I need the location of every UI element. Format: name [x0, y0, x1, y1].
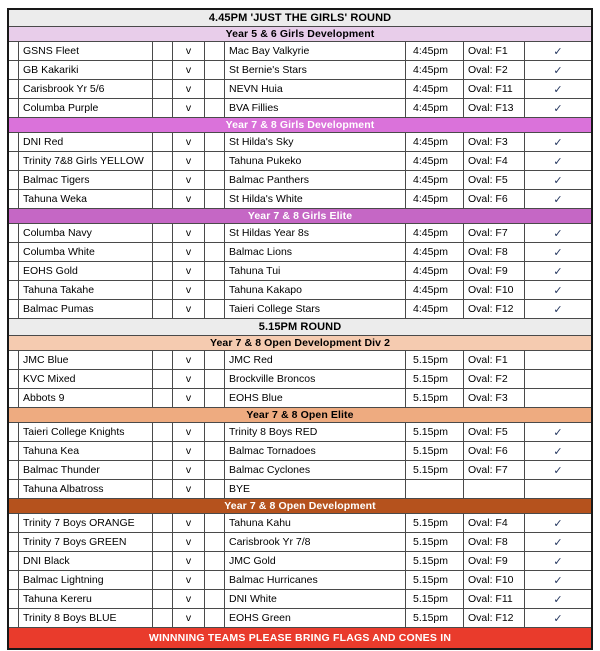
time-cell: 5.15pm [406, 351, 464, 369]
check-cell [525, 609, 591, 627]
oval-cell: Oval: F2 [464, 61, 525, 79]
time-cell: 4:45pm [406, 171, 464, 189]
spacer-cell [205, 99, 225, 117]
row-margin-cell [9, 590, 19, 608]
oval-cell: Oval: F6 [464, 442, 525, 460]
versus-cell: v [173, 461, 205, 479]
time-cell: 4:45pm [406, 190, 464, 208]
oval-cell: Oval: F3 [464, 133, 525, 151]
versus-cell: v [173, 171, 205, 189]
versus-cell: v [173, 442, 205, 460]
spacer-cell [153, 300, 173, 318]
check-cell [525, 243, 591, 261]
check-icon: ✓ [553, 593, 563, 606]
section-header-row: Year 7 & 8 Open Elite [9, 408, 591, 423]
spacer-cell [153, 171, 173, 189]
spacer-cell [205, 171, 225, 189]
oval-cell: Oval: F8 [464, 243, 525, 261]
time-cell: 4:45pm [406, 61, 464, 79]
home-team-cell: Tahuna Kereru [19, 590, 153, 608]
oval-cell: Oval: F9 [464, 262, 525, 280]
oval-cell: Oval: F7 [464, 224, 525, 242]
home-team-cell: Tahuna Takahe [19, 281, 153, 299]
spacer-cell [153, 243, 173, 261]
versus-cell: v [173, 152, 205, 170]
row-margin-cell [9, 461, 19, 479]
spacer-cell [153, 61, 173, 79]
match-row [9, 133, 591, 152]
spacer-cell [205, 61, 225, 79]
versus-cell: v [173, 262, 205, 280]
spacer-cell [205, 389, 225, 407]
check-cell [525, 552, 591, 570]
section-header-row: Year 7 & 8 Girls Development [9, 118, 591, 133]
spacer-cell [205, 514, 225, 532]
versus-cell: v [173, 281, 205, 299]
spacer-cell [153, 514, 173, 532]
check-icon: ✓ [553, 174, 563, 187]
spacer-cell [205, 533, 225, 551]
fixture-table [7, 8, 593, 650]
home-team-cell: Trinity 7&8 Girls YELLOW [19, 152, 153, 170]
versus-cell: v [173, 99, 205, 117]
time-cell: 4:45pm [406, 42, 464, 60]
row-margin-cell [9, 389, 19, 407]
match-row [9, 80, 591, 99]
match-row [9, 533, 591, 552]
oval-cell: Oval: F12 [464, 300, 525, 318]
row-margin-cell [9, 80, 19, 98]
spacer-cell [205, 442, 225, 460]
match-row [9, 152, 591, 171]
time-cell: 5.15pm [406, 533, 464, 551]
row-margin-cell [9, 423, 19, 441]
oval-cell: Oval: F1 [464, 351, 525, 369]
check-cell [525, 42, 591, 60]
home-team-cell: GSNS Fleet [19, 42, 153, 60]
home-team-cell: JMC Blue [19, 351, 153, 369]
check-cell [525, 442, 591, 460]
check-cell [525, 99, 591, 117]
spacer-cell [153, 281, 173, 299]
check-cell [525, 514, 591, 532]
match-row [9, 423, 591, 442]
home-team-cell: KVC Mixed [19, 370, 153, 388]
oval-cell: Oval: F1 [464, 42, 525, 60]
check-icon: ✓ [553, 426, 563, 439]
away-team-cell: St Bernie's Stars [225, 61, 406, 79]
away-team-cell: Balmac Lions [225, 243, 406, 261]
away-team-cell: EOHS Blue [225, 389, 406, 407]
away-team-cell: Mac Bay Valkyrie [225, 42, 406, 60]
spacer-cell [205, 190, 225, 208]
time-cell: 5.15pm [406, 423, 464, 441]
check-cell [525, 80, 591, 98]
row-margin-cell [9, 370, 19, 388]
oval-cell: Oval: F6 [464, 190, 525, 208]
check-icon: ✓ [553, 464, 563, 477]
check-cell [525, 300, 591, 318]
match-row [9, 190, 591, 209]
check-cell [525, 370, 591, 388]
oval-cell: Oval: F10 [464, 281, 525, 299]
banner-row: WINNNING TEAMS PLEASE BRING FLAGS AND CONES IN [9, 628, 591, 648]
versus-cell: v [173, 609, 205, 627]
section-header-row: Year 7 & 8 Girls Elite [9, 209, 591, 224]
versus-cell: v [173, 243, 205, 261]
home-team-cell: Carisbrook Yr 5/6 [19, 80, 153, 98]
time-cell: 5.15pm [406, 571, 464, 589]
match-row [9, 571, 591, 590]
row-margin-cell [9, 190, 19, 208]
check-icon: ✓ [553, 284, 563, 297]
check-cell [525, 152, 591, 170]
check-icon: ✓ [553, 536, 563, 549]
spacer-cell [205, 590, 225, 608]
oval-cell [464, 480, 525, 498]
spacer-cell [153, 42, 173, 60]
spacer-cell [153, 133, 173, 151]
home-team-cell: Tahuna Kea [19, 442, 153, 460]
check-icon: ✓ [553, 265, 563, 278]
oval-cell: Oval: F2 [464, 370, 525, 388]
oval-cell: Oval: F5 [464, 171, 525, 189]
row-margin-cell [9, 514, 19, 532]
home-team-cell: GB Kakariki [19, 61, 153, 79]
row-margin-cell [9, 152, 19, 170]
check-cell [525, 571, 591, 589]
away-team-cell: DNI White [225, 590, 406, 608]
match-row [9, 480, 591, 499]
row-margin-cell [9, 42, 19, 60]
check-icon: ✓ [553, 246, 563, 259]
oval-cell: Oval: F7 [464, 461, 525, 479]
spacer-cell [153, 99, 173, 117]
away-team-cell: Taieri College Stars [225, 300, 406, 318]
away-team-cell: Trinity 8 Boys RED [225, 423, 406, 441]
time-cell: 5.15pm [406, 442, 464, 460]
row-margin-cell [9, 442, 19, 460]
away-team-cell: St Hilda's White [225, 190, 406, 208]
time-cell: 5.15pm [406, 370, 464, 388]
spacer-cell [205, 423, 225, 441]
row-margin-cell [9, 552, 19, 570]
home-team-cell: Tahuna Weka [19, 190, 153, 208]
versus-cell: v [173, 61, 205, 79]
check-cell [525, 224, 591, 242]
home-team-cell: DNI Black [19, 552, 153, 570]
away-team-cell: BYE [225, 480, 406, 498]
home-team-cell: Columba White [19, 243, 153, 261]
spacer-cell [153, 190, 173, 208]
spacer-cell [153, 461, 173, 479]
match-row [9, 243, 591, 262]
match-row [9, 590, 591, 609]
check-icon: ✓ [553, 64, 563, 77]
time-cell: 5.15pm [406, 552, 464, 570]
oval-cell: Oval: F8 [464, 533, 525, 551]
check-icon: ✓ [553, 83, 563, 96]
versus-cell: v [173, 590, 205, 608]
spacer-cell [153, 152, 173, 170]
home-team-cell: EOHS Gold [19, 262, 153, 280]
away-team-cell: Carisbrook Yr 7/8 [225, 533, 406, 551]
home-team-cell: Abbots 9 [19, 389, 153, 407]
check-cell [525, 61, 591, 79]
check-cell [525, 190, 591, 208]
home-team-cell: Balmac Lightning [19, 571, 153, 589]
row-margin-cell [9, 171, 19, 189]
match-row [9, 389, 591, 408]
away-team-cell: Brockville Broncos [225, 370, 406, 388]
section-header-row: Year 7 & 8 Open Development [9, 499, 591, 514]
check-cell [525, 351, 591, 369]
row-margin-cell [9, 262, 19, 280]
away-team-cell: Balmac Tornadoes [225, 442, 406, 460]
check-icon: ✓ [553, 555, 563, 568]
match-row [9, 61, 591, 80]
match-row [9, 300, 591, 319]
time-cell: 4:45pm [406, 133, 464, 151]
oval-cell: Oval: F4 [464, 152, 525, 170]
oval-cell: Oval: F3 [464, 389, 525, 407]
spacer-cell [205, 552, 225, 570]
check-icon: ✓ [553, 303, 563, 316]
row-margin-cell [9, 571, 19, 589]
versus-cell: v [173, 133, 205, 151]
spacer-cell [205, 609, 225, 627]
row-margin-cell [9, 99, 19, 117]
time-cell: 4:45pm [406, 152, 464, 170]
match-row [9, 351, 591, 370]
match-row [9, 99, 591, 118]
away-team-cell: Tahuna Pukeko [225, 152, 406, 170]
home-team-cell: Columba Purple [19, 99, 153, 117]
row-margin-cell [9, 609, 19, 627]
match-row [9, 370, 591, 389]
versus-cell: v [173, 389, 205, 407]
versus-cell: v [173, 370, 205, 388]
check-icon: ✓ [553, 445, 563, 458]
time-cell: 4:45pm [406, 243, 464, 261]
time-cell: 5.15pm [406, 461, 464, 479]
time-cell: 4:45pm [406, 224, 464, 242]
spacer-cell [153, 609, 173, 627]
time-cell: 4:45pm [406, 262, 464, 280]
spacer-cell [205, 133, 225, 151]
spacer-cell [153, 262, 173, 280]
spacer-cell [153, 442, 173, 460]
versus-cell: v [173, 300, 205, 318]
check-icon: ✓ [553, 574, 563, 587]
check-icon: ✓ [553, 102, 563, 115]
away-team-cell: BVA Fillies [225, 99, 406, 117]
time-cell: 5.15pm [406, 609, 464, 627]
spacer-cell [153, 533, 173, 551]
check-cell [525, 262, 591, 280]
spacer-cell [205, 243, 225, 261]
away-team-cell: Balmac Hurricanes [225, 571, 406, 589]
spacer-cell [153, 80, 173, 98]
home-team-cell: Trinity 8 Boys BLUE [19, 609, 153, 627]
spacer-cell [205, 351, 225, 369]
home-team-cell: Taieri College Knights [19, 423, 153, 441]
row-margin-cell [9, 281, 19, 299]
check-cell [525, 461, 591, 479]
spacer-cell [153, 480, 173, 498]
oval-cell: Oval: F13 [464, 99, 525, 117]
away-team-cell: Tahuna Kahu [225, 514, 406, 532]
home-team-cell: Balmac Thunder [19, 461, 153, 479]
time-cell: 5.15pm [406, 389, 464, 407]
check-icon: ✓ [553, 136, 563, 149]
spacer-cell [205, 80, 225, 98]
spacer-cell [153, 389, 173, 407]
match-row [9, 281, 591, 300]
away-team-cell: St Hildas Year 8s [225, 224, 406, 242]
time-cell: 4:45pm [406, 99, 464, 117]
versus-cell: v [173, 224, 205, 242]
home-team-cell: Balmac Tigers [19, 171, 153, 189]
check-cell [525, 480, 591, 498]
check-cell [525, 423, 591, 441]
spacer-cell [153, 370, 173, 388]
spacer-cell [153, 351, 173, 369]
spacer-cell [205, 461, 225, 479]
spacer-cell [153, 423, 173, 441]
row-margin-cell [9, 300, 19, 318]
match-row [9, 171, 591, 190]
row-margin-cell [9, 243, 19, 261]
match-row [9, 262, 591, 281]
spacer-cell [153, 590, 173, 608]
row-margin-cell [9, 61, 19, 79]
away-team-cell: Tahuna Tui [225, 262, 406, 280]
round-header-row: 4.45PM 'JUST THE GIRLS' ROUND [9, 10, 591, 27]
spacer-cell [205, 300, 225, 318]
time-cell: 4:45pm [406, 80, 464, 98]
oval-cell: Oval: F10 [464, 571, 525, 589]
oval-cell: Oval: F11 [464, 80, 525, 98]
versus-cell: v [173, 190, 205, 208]
match-row [9, 442, 591, 461]
row-margin-cell [9, 133, 19, 151]
check-icon: ✓ [553, 227, 563, 240]
spacer-cell [205, 152, 225, 170]
section-header-row: Year 7 & 8 Open Development Div 2 [9, 336, 591, 351]
away-team-cell: Balmac Panthers [225, 171, 406, 189]
away-team-cell: NEVN Huia [225, 80, 406, 98]
home-team-cell: Trinity 7 Boys ORANGE [19, 514, 153, 532]
check-cell [525, 281, 591, 299]
versus-cell: v [173, 533, 205, 551]
match-row [9, 42, 591, 61]
away-team-cell: EOHS Green [225, 609, 406, 627]
spacer-cell [205, 262, 225, 280]
away-team-cell: Balmac Cyclones [225, 461, 406, 479]
time-cell: 4:45pm [406, 300, 464, 318]
versus-cell: v [173, 480, 205, 498]
check-icon: ✓ [553, 45, 563, 58]
row-margin-cell [9, 224, 19, 242]
versus-cell: v [173, 42, 205, 60]
spacer-cell [153, 552, 173, 570]
check-icon: ✓ [553, 517, 563, 530]
check-cell [525, 133, 591, 151]
match-row [9, 224, 591, 243]
time-cell: 4:45pm [406, 281, 464, 299]
versus-cell: v [173, 571, 205, 589]
away-team-cell: Tahuna Kakapo [225, 281, 406, 299]
check-cell [525, 533, 591, 551]
spacer-cell [205, 281, 225, 299]
oval-cell: Oval: F9 [464, 552, 525, 570]
match-row [9, 461, 591, 480]
spacer-cell [205, 571, 225, 589]
spacer-cell [205, 370, 225, 388]
row-margin-cell [9, 351, 19, 369]
time-cell [406, 480, 464, 498]
check-cell [525, 389, 591, 407]
match-row [9, 514, 591, 533]
check-cell [525, 171, 591, 189]
spacer-cell [153, 224, 173, 242]
home-team-cell: DNI Red [19, 133, 153, 151]
match-row [9, 552, 591, 571]
versus-cell: v [173, 351, 205, 369]
match-row [9, 609, 591, 628]
home-team-cell: Tahuna Albatross [19, 480, 153, 498]
check-cell [525, 590, 591, 608]
row-margin-cell [9, 480, 19, 498]
oval-cell: Oval: F5 [464, 423, 525, 441]
check-icon: ✓ [553, 193, 563, 206]
oval-cell: Oval: F11 [464, 590, 525, 608]
away-team-cell: St Hilda's Sky [225, 133, 406, 151]
versus-cell: v [173, 514, 205, 532]
round-header-row: 5.15PM ROUND [9, 319, 591, 336]
time-cell: 5.15pm [406, 590, 464, 608]
check-icon: ✓ [553, 155, 563, 168]
home-team-cell: Columba Navy [19, 224, 153, 242]
home-team-cell: Trinity 7 Boys GREEN [19, 533, 153, 551]
time-cell: 5.15pm [406, 514, 464, 532]
spacer-cell [205, 480, 225, 498]
oval-cell: Oval: F12 [464, 609, 525, 627]
away-team-cell: JMC Red [225, 351, 406, 369]
home-team-cell: Balmac Pumas [19, 300, 153, 318]
oval-cell: Oval: F4 [464, 514, 525, 532]
versus-cell: v [173, 80, 205, 98]
spacer-cell [153, 571, 173, 589]
spacer-cell [205, 224, 225, 242]
versus-cell: v [173, 552, 205, 570]
versus-cell: v [173, 423, 205, 441]
spacer-cell [205, 42, 225, 60]
row-margin-cell [9, 533, 19, 551]
check-icon: ✓ [553, 612, 563, 625]
section-header-row: Year 5 & 6 Girls Development [9, 27, 591, 42]
away-team-cell: JMC Gold [225, 552, 406, 570]
